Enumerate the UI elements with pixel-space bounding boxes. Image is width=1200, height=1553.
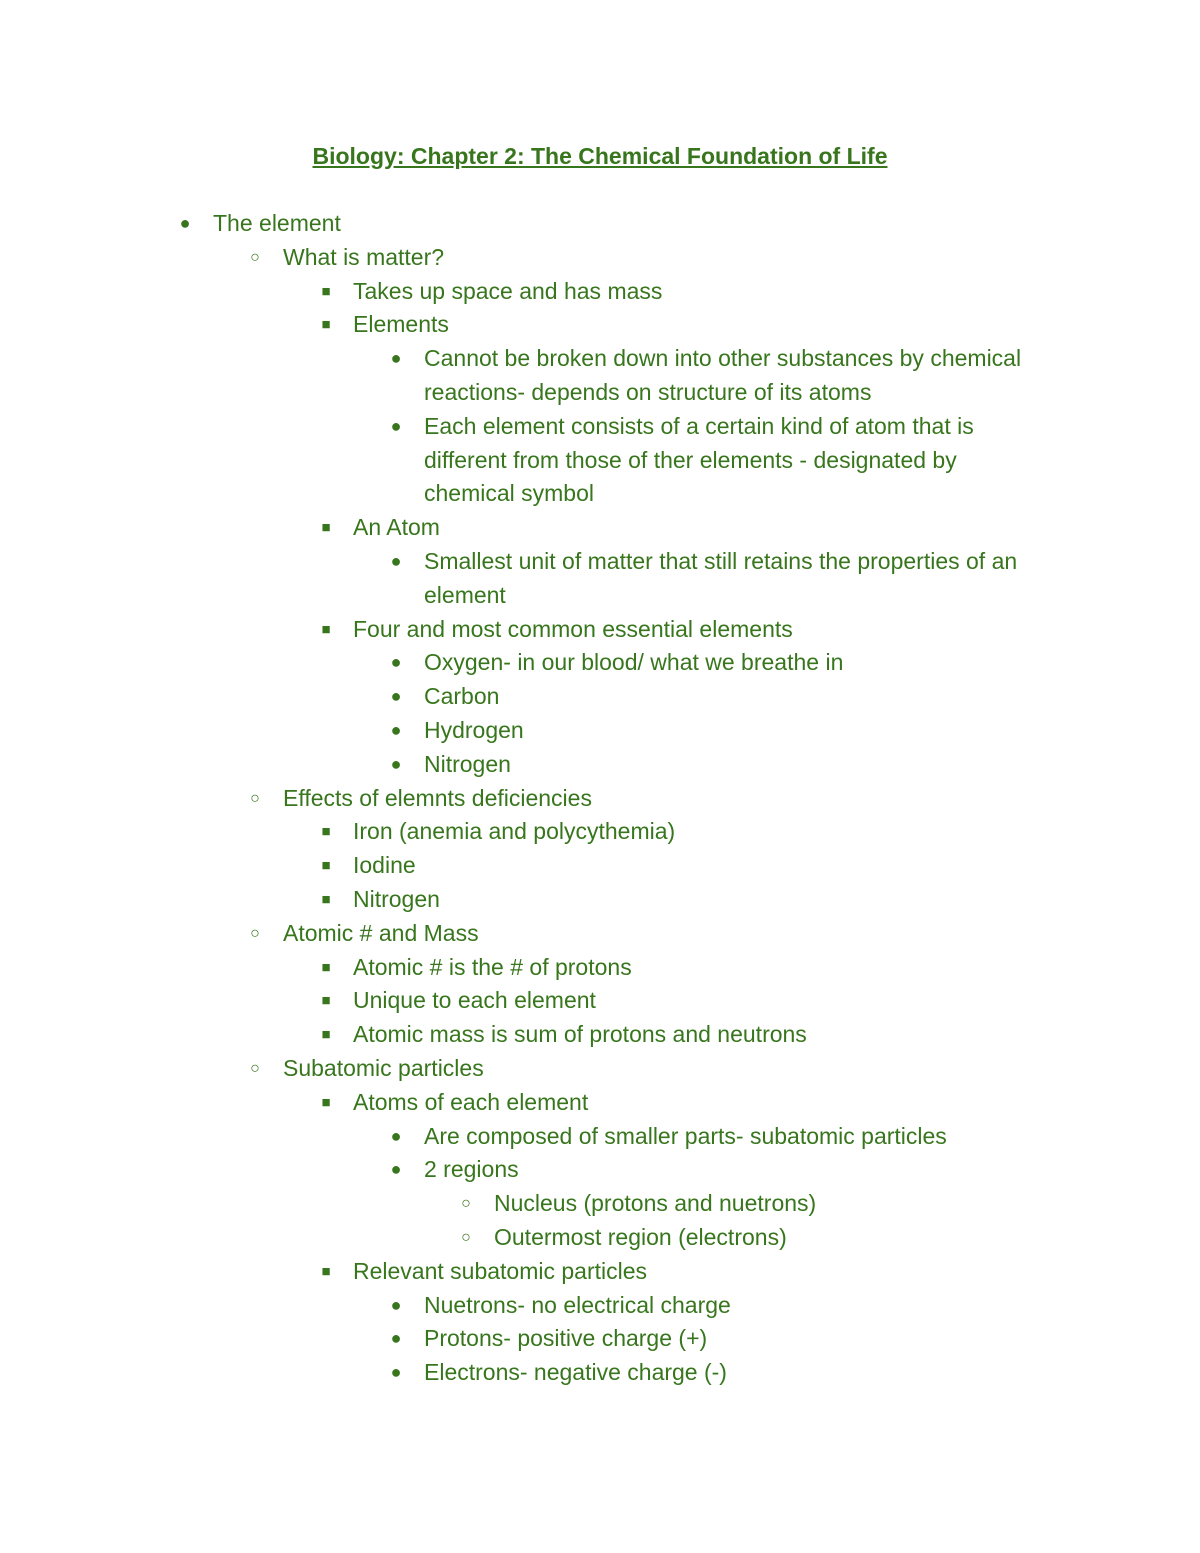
list-item-text: Atomic mass is sum of protons and neutrons	[353, 1021, 807, 1048]
square-bullet-icon: ■	[321, 958, 331, 976]
list-item-text: Atomic # is the # of protons	[353, 953, 632, 980]
list-item	[0, 1255, 1043, 1289]
disc-bullet-icon: ●	[390, 1328, 402, 1349]
list-item	[0, 1018, 1043, 1052]
list-item-text: Nitrogen	[353, 885, 440, 912]
square-bullet-icon: ■	[321, 519, 331, 537]
list-item	[0, 646, 1049, 680]
list-item	[0, 1052, 1043, 1086]
list-item-text: Iron (anemia and polycythemia)	[353, 818, 676, 845]
list-item-text: The element	[213, 210, 341, 236]
list-item-text: Relevant subatomic particles	[353, 1257, 648, 1284]
list-item	[0, 241, 1043, 275]
list-item-text: Cannot be broken down into other substances by chemical reactions- depends on structure of its atoms	[424, 345, 1022, 405]
list-item-text: Unique to each element	[353, 987, 596, 1014]
list-item-text: Electrons- negative charge (-)	[424, 1359, 727, 1386]
list-item	[0, 1356, 1049, 1390]
list-item-text: Atoms of each element	[353, 1088, 589, 1115]
circle-bullet-icon: ○	[250, 248, 260, 266]
list-item	[0, 1187, 1049, 1221]
list-item	[0, 545, 1049, 613]
circle-bullet-icon: ○	[250, 924, 260, 942]
list-item	[0, 815, 1043, 849]
disc-bullet-icon: ●	[390, 1362, 402, 1383]
list-item	[0, 714, 1049, 748]
square-bullet-icon: ■	[321, 316, 331, 334]
list-item-text: Each element consists of a certain kind of atom that is different from those of ther elements - designated by chemical symbol	[424, 412, 974, 507]
list-item	[0, 511, 1043, 545]
list-item-text: Subatomic particles	[283, 1054, 484, 1081]
circle-bullet-icon: ○	[250, 1059, 260, 1077]
list-item	[0, 849, 1043, 883]
square-bullet-icon: ■	[321, 282, 331, 300]
list-item	[0, 984, 1043, 1018]
circle-bullet-icon: ○	[250, 789, 260, 807]
list-item	[0, 1120, 1049, 1154]
outline-list	[0, 207, 1200, 1390]
list-item-text: Iodine	[353, 852, 416, 879]
square-bullet-icon: ■	[321, 1262, 331, 1280]
list-item-text: Carbon	[424, 683, 500, 710]
square-bullet-icon: ■	[321, 890, 331, 908]
list-item-text: Outermost region (electrons)	[494, 1223, 787, 1250]
list-item	[0, 917, 1043, 951]
list-item-text: Effects of elemnts deficiencies	[283, 784, 592, 811]
square-bullet-icon: ■	[321, 992, 331, 1010]
list-item	[0, 1086, 1043, 1120]
list-item-text: Nuetrons- no electrical charge	[424, 1291, 731, 1318]
list-item	[0, 680, 1049, 714]
list-item	[0, 342, 1049, 410]
list-item-text: Are composed of smaller parts- subatomic particles	[424, 1122, 947, 1149]
list-item-text: Hydrogen	[424, 716, 524, 743]
disc-bullet-icon: ●	[390, 719, 402, 740]
list-item-text: Nucleus (protons and nuetrons)	[494, 1190, 817, 1217]
list-item-text: Four and most common essential elements	[353, 615, 793, 642]
disc-bullet-icon: ●	[390, 753, 402, 774]
list-item	[0, 782, 1043, 816]
list-item	[0, 308, 1043, 342]
list-item	[0, 613, 1043, 647]
list-item	[0, 748, 1049, 782]
list-item-text: Atomic # and Mass	[283, 919, 479, 946]
disc-bullet-icon: ●	[390, 550, 402, 571]
list-item-text: Takes up space and has mass	[353, 277, 663, 304]
disc-bullet-icon: ●	[390, 1125, 402, 1146]
list-item-text: An Atom	[353, 514, 440, 541]
list-item-text: Elements	[353, 311, 449, 338]
list-item	[0, 410, 1049, 511]
circle-bullet-icon: ○	[461, 1228, 471, 1246]
list-item-text: 2 regions	[424, 1156, 519, 1183]
list-item-text: What is matter?	[283, 243, 445, 270]
list-item-text: Nitrogen	[424, 750, 511, 777]
disc-bullet-icon: ●	[390, 415, 402, 436]
list-item	[0, 951, 1043, 985]
document-title: Biology: Chapter 2: The Chemical Foundation of Life	[312, 143, 888, 169]
list-item	[0, 1153, 1049, 1187]
square-bullet-icon: ■	[321, 1026, 331, 1044]
square-bullet-icon: ■	[321, 823, 331, 841]
list-item	[0, 1322, 1049, 1356]
square-bullet-icon: ■	[321, 620, 331, 638]
list-item	[0, 883, 1043, 917]
square-bullet-icon: ■	[321, 1093, 331, 1111]
list-item-text: Protons- positive charge (+)	[424, 1325, 708, 1352]
disc-bullet-icon: ●	[390, 348, 402, 369]
square-bullet-icon: ■	[321, 857, 331, 875]
list-item	[0, 275, 1043, 309]
disc-bullet-icon: ●	[390, 1159, 402, 1180]
disc-bullet-icon: ●	[179, 213, 191, 233]
list-item	[0, 1221, 1049, 1255]
disc-bullet-icon: ●	[390, 1294, 402, 1315]
circle-bullet-icon: ○	[461, 1195, 471, 1213]
disc-bullet-icon: ●	[390, 652, 402, 673]
disc-bullet-icon: ●	[390, 686, 402, 707]
list-item-text: Oxygen- in our blood/ what we breathe in	[424, 649, 844, 676]
list-item	[0, 207, 1043, 241]
list-item	[0, 1289, 1049, 1323]
list-item-text: Smallest unit of matter that still retains the properties of an element	[424, 547, 1018, 608]
